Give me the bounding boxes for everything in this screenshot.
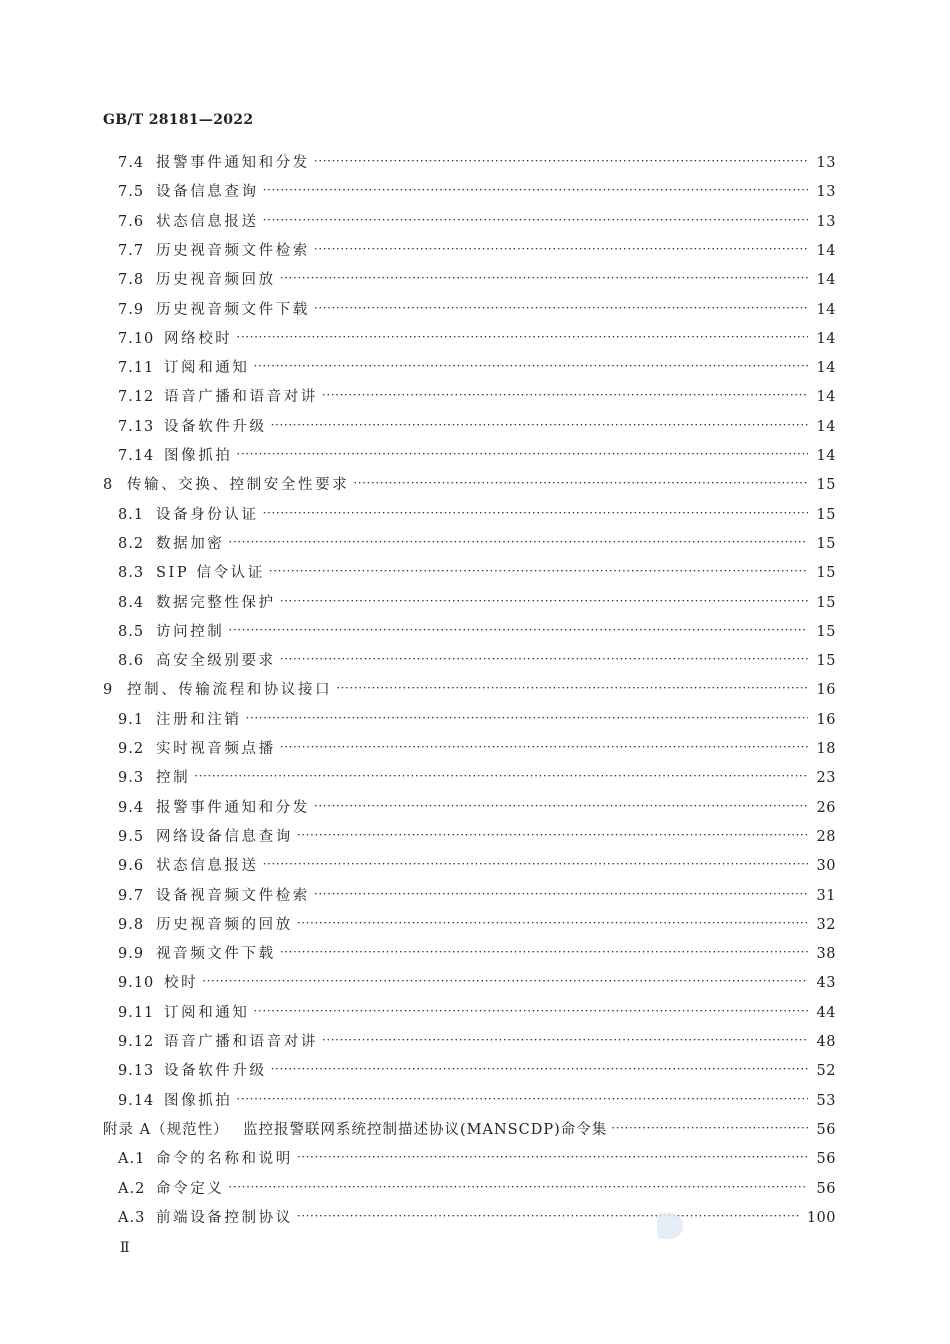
toc-entry-title: 校时 bbox=[164, 975, 199, 991]
dot-leader bbox=[314, 885, 808, 907]
toc-entry-page: 14 bbox=[816, 243, 836, 259]
toc-entry-page: 44 bbox=[816, 1005, 836, 1021]
toc-entry-page: 18 bbox=[816, 741, 836, 757]
dot-leader bbox=[263, 504, 808, 526]
dot-leader bbox=[228, 621, 808, 643]
toc-entry-title: 监控报警联网系统控制描述协议(MANSCDP)命令集 bbox=[243, 1122, 608, 1138]
toc-entry[interactable] bbox=[118, 855, 836, 877]
toc-entry[interactable] bbox=[118, 709, 836, 731]
toc-entry-page: 56 bbox=[816, 1181, 836, 1197]
toc-entry[interactable] bbox=[118, 972, 836, 994]
dot-leader bbox=[297, 914, 808, 936]
dot-leader bbox=[202, 972, 808, 994]
toc-entry-page: 100 bbox=[806, 1210, 836, 1226]
toc-entry[interactable] bbox=[118, 1178, 836, 1200]
toc-entry-title: 传输、交换、控制安全性要求 bbox=[127, 477, 350, 493]
toc-entry-page: 53 bbox=[816, 1093, 836, 1109]
toc-entry-page: 31 bbox=[816, 888, 836, 904]
toc-entry-title: 视音频文件下载 bbox=[156, 946, 276, 962]
toc-entry-page: 32 bbox=[816, 917, 836, 933]
toc-entry-title: 实时视音频点播 bbox=[156, 741, 276, 757]
toc-entry-number: 9.5 bbox=[118, 829, 145, 845]
dot-leader bbox=[246, 709, 809, 731]
toc-entry[interactable] bbox=[118, 943, 836, 965]
toc-entry-number: 8.1 bbox=[118, 507, 145, 523]
toc-entry[interactable] bbox=[118, 357, 836, 379]
toc-entry-page: 28 bbox=[816, 829, 836, 845]
toc-entry-title: 设备信息查询 bbox=[156, 184, 259, 200]
toc-entry-page: 14 bbox=[816, 448, 836, 464]
toc-entry-title: 数据加密 bbox=[156, 536, 225, 552]
toc-entry-page: 14 bbox=[816, 331, 836, 347]
toc-entry-number: 7.12 bbox=[118, 389, 155, 405]
toc-entry-title: 状态信息报送 bbox=[156, 214, 259, 230]
dot-leader bbox=[611, 1119, 808, 1141]
dot-leader bbox=[236, 328, 808, 350]
toc-entry-number: 8.5 bbox=[118, 624, 145, 640]
dot-leader bbox=[228, 1178, 808, 1200]
toc-entry[interactable] bbox=[118, 416, 836, 438]
toc-entry-title: 设备软件升级 bbox=[164, 419, 267, 435]
toc-entry[interactable] bbox=[118, 621, 836, 643]
toc-entry[interactable] bbox=[118, 1002, 836, 1024]
toc-entry[interactable] bbox=[118, 299, 836, 321]
toc-entry-title: 历史视音频文件下载 bbox=[156, 302, 310, 318]
toc-entry-number: 9.3 bbox=[118, 770, 145, 786]
toc-entry-number: A.3 bbox=[118, 1210, 146, 1226]
toc-entry-page: 15 bbox=[816, 536, 836, 552]
toc-entry-number: 9.4 bbox=[118, 800, 145, 816]
toc-entry-number: 9.9 bbox=[118, 946, 145, 962]
toc-entry-page: 15 bbox=[816, 595, 836, 611]
dot-leader bbox=[271, 1060, 808, 1082]
toc-entry-title: 图像抓拍 bbox=[164, 1093, 233, 1109]
watermark-logo bbox=[657, 1213, 683, 1239]
toc-entry[interactable] bbox=[118, 1031, 836, 1053]
toc-entry-number: 9.6 bbox=[118, 858, 145, 874]
toc-entry[interactable] bbox=[118, 328, 836, 350]
toc-entry-title: 前端设备控制协议 bbox=[156, 1210, 293, 1226]
toc-entry-title: 图像抓拍 bbox=[164, 448, 233, 464]
toc-entry-title: SIP 信令认证 bbox=[156, 565, 265, 581]
dot-leader bbox=[297, 826, 808, 848]
toc-entry-title: 控制 bbox=[156, 770, 191, 786]
toc-entry-page: 15 bbox=[816, 565, 836, 581]
document-code: GB/T 28181—2022 bbox=[103, 112, 254, 128]
toc-entry-page: 15 bbox=[816, 477, 836, 493]
dot-leader bbox=[280, 650, 808, 672]
toc-entry-number: 附录 A（规范性） bbox=[103, 1122, 229, 1138]
toc-entry[interactable] bbox=[118, 1090, 836, 1112]
toc-entry-title: 报警事件通知和分发 bbox=[156, 800, 310, 816]
toc-entry-number: 9.10 bbox=[118, 975, 155, 991]
dot-leader bbox=[263, 181, 808, 203]
toc-entry[interactable] bbox=[118, 1207, 836, 1229]
toc-entry-number: 9.1 bbox=[118, 712, 145, 728]
dot-leader bbox=[254, 357, 809, 379]
toc-entry-page: 15 bbox=[816, 624, 836, 640]
dot-leader bbox=[314, 797, 808, 819]
toc-entry-page: 16 bbox=[816, 712, 836, 728]
toc-entry-page: 16 bbox=[816, 682, 836, 698]
toc-entry[interactable] bbox=[103, 1119, 836, 1141]
toc-entry-title: 高安全级别要求 bbox=[156, 653, 276, 669]
toc-entry[interactable] bbox=[118, 1148, 836, 1170]
dot-leader bbox=[297, 1148, 808, 1170]
toc-entry-title: 历史视音频文件检索 bbox=[156, 243, 310, 259]
toc-entry[interactable] bbox=[118, 738, 836, 760]
page-number: Ⅱ bbox=[120, 1240, 130, 1256]
toc-entry[interactable] bbox=[118, 650, 836, 672]
toc-entry-title: 报警事件通知和分发 bbox=[156, 155, 310, 171]
toc-entry[interactable] bbox=[118, 797, 836, 819]
toc-entry[interactable] bbox=[118, 504, 836, 526]
toc-entry[interactable] bbox=[118, 269, 836, 291]
dot-leader bbox=[314, 299, 808, 321]
toc-entry-title: 网络校时 bbox=[164, 331, 233, 347]
toc-entry-page: 13 bbox=[816, 184, 836, 200]
toc-entry[interactable] bbox=[118, 445, 836, 467]
toc-entry-number: 7.8 bbox=[118, 272, 145, 288]
toc-entry[interactable] bbox=[103, 679, 836, 701]
toc-entry[interactable] bbox=[118, 1060, 836, 1082]
dot-leader bbox=[271, 416, 808, 438]
toc-entry[interactable] bbox=[118, 767, 836, 789]
toc-entry-title: 命令的名称和说明 bbox=[156, 1151, 293, 1167]
toc-entry-number: 9 bbox=[103, 682, 114, 698]
dot-leader bbox=[269, 562, 808, 584]
toc-entry[interactable] bbox=[118, 914, 836, 936]
toc-entry[interactable] bbox=[118, 240, 836, 262]
dot-leader bbox=[353, 474, 808, 496]
toc-entry-number: 7.14 bbox=[118, 448, 155, 464]
toc-entry-number: 7.9 bbox=[118, 302, 145, 318]
toc-entry-page: 14 bbox=[816, 360, 836, 376]
toc-entry-number: 9.12 bbox=[118, 1034, 155, 1050]
toc-entry-number: 7.11 bbox=[118, 360, 155, 376]
dot-leader bbox=[322, 1031, 808, 1053]
toc-entry-number: 7.10 bbox=[118, 331, 155, 347]
toc-entry-page: 56 bbox=[816, 1151, 836, 1167]
toc-entry[interactable] bbox=[118, 386, 836, 408]
toc-entry-number: 8.6 bbox=[118, 653, 145, 669]
toc-entry-title: 历史视音频回放 bbox=[156, 272, 276, 288]
dot-leader bbox=[280, 738, 808, 760]
dot-leader bbox=[314, 152, 808, 174]
dot-leader bbox=[336, 679, 808, 701]
toc-entry-number: 9.8 bbox=[118, 917, 145, 933]
toc-entry-number: 7.13 bbox=[118, 419, 155, 435]
toc-entry-number: 9.14 bbox=[118, 1093, 155, 1109]
toc-entry-page: 14 bbox=[816, 389, 836, 405]
toc-entry-title: 历史视音频的回放 bbox=[156, 917, 293, 933]
toc-entry[interactable] bbox=[118, 152, 836, 174]
dot-leader bbox=[228, 533, 808, 555]
toc-entry-title: 注册和注销 bbox=[156, 712, 242, 728]
toc-entry[interactable] bbox=[118, 885, 836, 907]
toc-entry-number: 8 bbox=[103, 477, 114, 493]
toc-entry-page: 26 bbox=[816, 800, 836, 816]
dot-leader bbox=[254, 1002, 809, 1024]
toc-entry-page: 15 bbox=[816, 653, 836, 669]
toc-entry-title: 控制、传输流程和协议接口 bbox=[127, 682, 333, 698]
toc-entry-number: 8.4 bbox=[118, 595, 145, 611]
toc-entry[interactable] bbox=[103, 474, 836, 496]
toc-entry-page: 48 bbox=[816, 1034, 836, 1050]
toc-entry-page: 23 bbox=[816, 770, 836, 786]
toc-entry-page: 15 bbox=[816, 507, 836, 523]
dot-leader bbox=[280, 592, 808, 614]
dot-leader bbox=[236, 1090, 808, 1112]
toc-entry-title: 语音广播和语音对讲 bbox=[164, 389, 318, 405]
toc-entry-title: 订阅和通知 bbox=[164, 1005, 250, 1021]
toc-entry-page: 14 bbox=[816, 272, 836, 288]
toc-entry-title: 语音广播和语音对讲 bbox=[164, 1034, 318, 1050]
toc-entry-number: 7.6 bbox=[118, 214, 145, 230]
toc-entry[interactable] bbox=[118, 826, 836, 848]
dot-leader bbox=[322, 386, 808, 408]
toc-entry-page: 38 bbox=[816, 946, 836, 962]
toc-entry-page: 56 bbox=[816, 1122, 836, 1138]
toc-entry-title: 状态信息报送 bbox=[156, 858, 259, 874]
toc-entry-number: 9.11 bbox=[118, 1005, 155, 1021]
toc-entry-number: 7.4 bbox=[118, 155, 145, 171]
toc-entry[interactable] bbox=[118, 533, 836, 555]
toc-entry-page: 14 bbox=[816, 302, 836, 318]
dot-leader bbox=[194, 767, 808, 789]
toc-entry-page: 43 bbox=[816, 975, 836, 991]
toc-entry-number: 9.13 bbox=[118, 1063, 155, 1079]
toc-entry-number: 9.7 bbox=[118, 888, 145, 904]
dot-leader bbox=[263, 855, 808, 877]
toc-entry-title: 订阅和通知 bbox=[164, 360, 250, 376]
toc-entry-page: 30 bbox=[816, 858, 836, 874]
toc-entry-title: 命令定义 bbox=[156, 1181, 225, 1197]
toc-entry[interactable] bbox=[118, 211, 836, 233]
dot-leader bbox=[280, 943, 808, 965]
dot-leader bbox=[263, 211, 808, 233]
toc-entry-page: 13 bbox=[816, 155, 836, 171]
toc-entry-number: 7.5 bbox=[118, 184, 145, 200]
dot-leader bbox=[280, 269, 808, 291]
toc-entry[interactable] bbox=[118, 562, 836, 584]
toc-entry-number: 7.7 bbox=[118, 243, 145, 259]
toc-entry-title: 设备视音频文件检索 bbox=[156, 888, 310, 904]
toc-entry-page: 14 bbox=[816, 419, 836, 435]
toc-entry-title: 数据完整性保护 bbox=[156, 595, 276, 611]
toc-entry-title: 设备身份认证 bbox=[156, 507, 259, 523]
toc-entry-number: 9.2 bbox=[118, 741, 145, 757]
toc-entry-title: 访问控制 bbox=[156, 624, 225, 640]
toc-entry-page: 13 bbox=[816, 214, 836, 230]
dot-leader bbox=[314, 240, 808, 262]
toc-entry-title: 网络设备信息查询 bbox=[156, 829, 293, 845]
toc-entry-number: A.1 bbox=[118, 1151, 146, 1167]
toc-entry-page: 52 bbox=[816, 1063, 836, 1079]
toc-entry-number: 8.2 bbox=[118, 536, 145, 552]
toc-entry[interactable] bbox=[118, 592, 836, 614]
toc-entry-number: A.2 bbox=[118, 1181, 146, 1197]
dot-leader bbox=[236, 445, 808, 467]
toc-entry[interactable] bbox=[118, 181, 836, 203]
toc-entry-title: 设备软件升级 bbox=[164, 1063, 267, 1079]
dot-leader bbox=[297, 1207, 801, 1229]
toc-entry-number: 8.3 bbox=[118, 565, 145, 581]
